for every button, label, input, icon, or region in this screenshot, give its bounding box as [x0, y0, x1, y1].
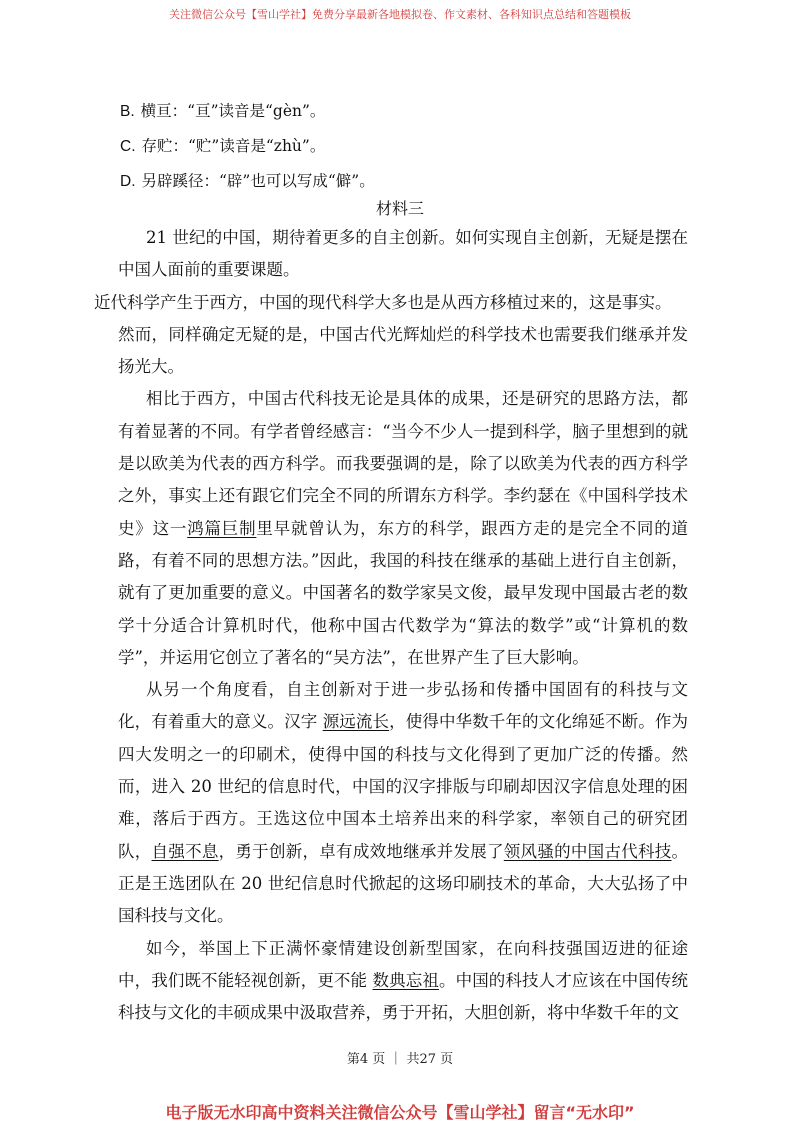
answer-options [120, 94, 680, 199]
paragraph-2 [94, 287, 688, 384]
paragraph-2-first-line: 近代科学产生于西方，中国的现代科学大多也是从西方移植过来的，这是事实。 [94, 292, 672, 312]
paragraph-4 [118, 674, 688, 932]
page-number: 第4 页 ｜ 共27 页 [346, 1052, 454, 1067]
option-letter: D. [120, 173, 136, 190]
option-text: 横亘：“亘”读音是“gèn”。 [140, 102, 326, 120]
paragraph-2-rest: 然而，同样确定无疑的是，中国古代光辉灿烂的科学技术也需要我们继承并发扬光大。 [118, 324, 688, 377]
underlined-phrase: 源远流长 [322, 712, 390, 732]
paragraph-1: 21 世纪的中国，期待着更多的自主创新。如何实现自主创新，无疑是摆在中国人面前的重要课题。 [118, 228, 688, 280]
paragraph-5-text: 。中国的科技人才应该在中国传统科技与文化的丰硕成果中汲取营养，勇于开拓，大胆创新，将中华数千年的文 [118, 970, 689, 1023]
material-content [94, 222, 689, 1029]
option-c [120, 129, 680, 164]
option-text: 另辟蹊径：“辟”也可以写成“僻”。 [141, 172, 375, 190]
bottom-banner: 电子版无水印高中资料关注微信公众号【雪山学社】留言“无水印” [165, 1103, 635, 1122]
option-d [120, 164, 680, 199]
paragraph-4-text: ，使得中华数千年的文化绵延不断。作为四大发明之一的印刷术，使得中国的科技与文化得到了更加广泛的传播。然而，进入 20 世纪的信息时代，中国的汉字排版与印刷却因汉字信息处理的困难，落后于西方。王选这位中国本土培养出来的科学家，率领自己的研究团队， [118, 712, 689, 861]
paragraph-3 [118, 383, 688, 674]
option-letter: C. [120, 138, 136, 155]
underlined-phrase: 鸿篇巨制 [187, 518, 257, 538]
underlined-phrase: 领风骚的中国古代科技 [503, 841, 672, 861]
option-b [120, 94, 680, 129]
paragraph-3-text: 相比于西方，中国古代科技无论是具体的成果，还是研究的思路方法，都有着显著的不同。有学者曾经感言：“当今不少人一提到科学，脑子里想到的就是以欧美为代表的西方科学。而我要强调的是，除了以欧美为代表的西方科学之外，事实上还有跟它们完全不同的所谓东方科学。李约瑟在《中国科学技术史》这一 [118, 389, 688, 538]
top-banner: 关注微信公众号【雪山学社】免费分享最新各地模拟卷、作文素材、各科知识点总结和答题模板 [169, 8, 631, 21]
option-text: 存贮：“贮”读音是“zhù”。 [141, 137, 326, 155]
paragraph-4-text: ，勇于创新，卓有成效地继承并发展了 [218, 841, 504, 861]
paragraph-5 [118, 933, 688, 1030]
material-title: 材料三 [375, 199, 424, 218]
underlined-phrase: 数典忘祖 [372, 970, 439, 990]
paragraph-5-text: 如今，举国上下正满怀豪情建设创新型国家，在向科技强国迈进的征途中，我们既不能轻视创新，更不能 [118, 938, 688, 990]
paragraph-4-text: 从另一个角度看，自主创新对于进一步弘扬和传播中国固有的科技与文化，有着重大的意义。汉字 [118, 680, 688, 732]
option-letter: B. [120, 103, 135, 120]
paragraph-4-text: 。正是王选团队在 20 世纪信息时代掀起的这场印刷技术的革命，大大弘扬了中国科技与文化。 [118, 841, 689, 926]
paragraph-3-text: 里早就曾认为，东方的科学，跟西方走的是完全不同的道路，有着不同的思想方法。”因此，我国的科技在继承的基础上进行自主创新，就有了更加重要的意义。中国著名的数学家吴文俊，最早发现中国最古老的数学十分适合计算机时代，他称中国古代数学为“算法的数学”或“计算机的数学”，并运用它创立了著名的“吴方法”，在世界产生了巨大影响。 [118, 518, 688, 667]
underlined-phrase: 自强不息 [151, 841, 219, 861]
